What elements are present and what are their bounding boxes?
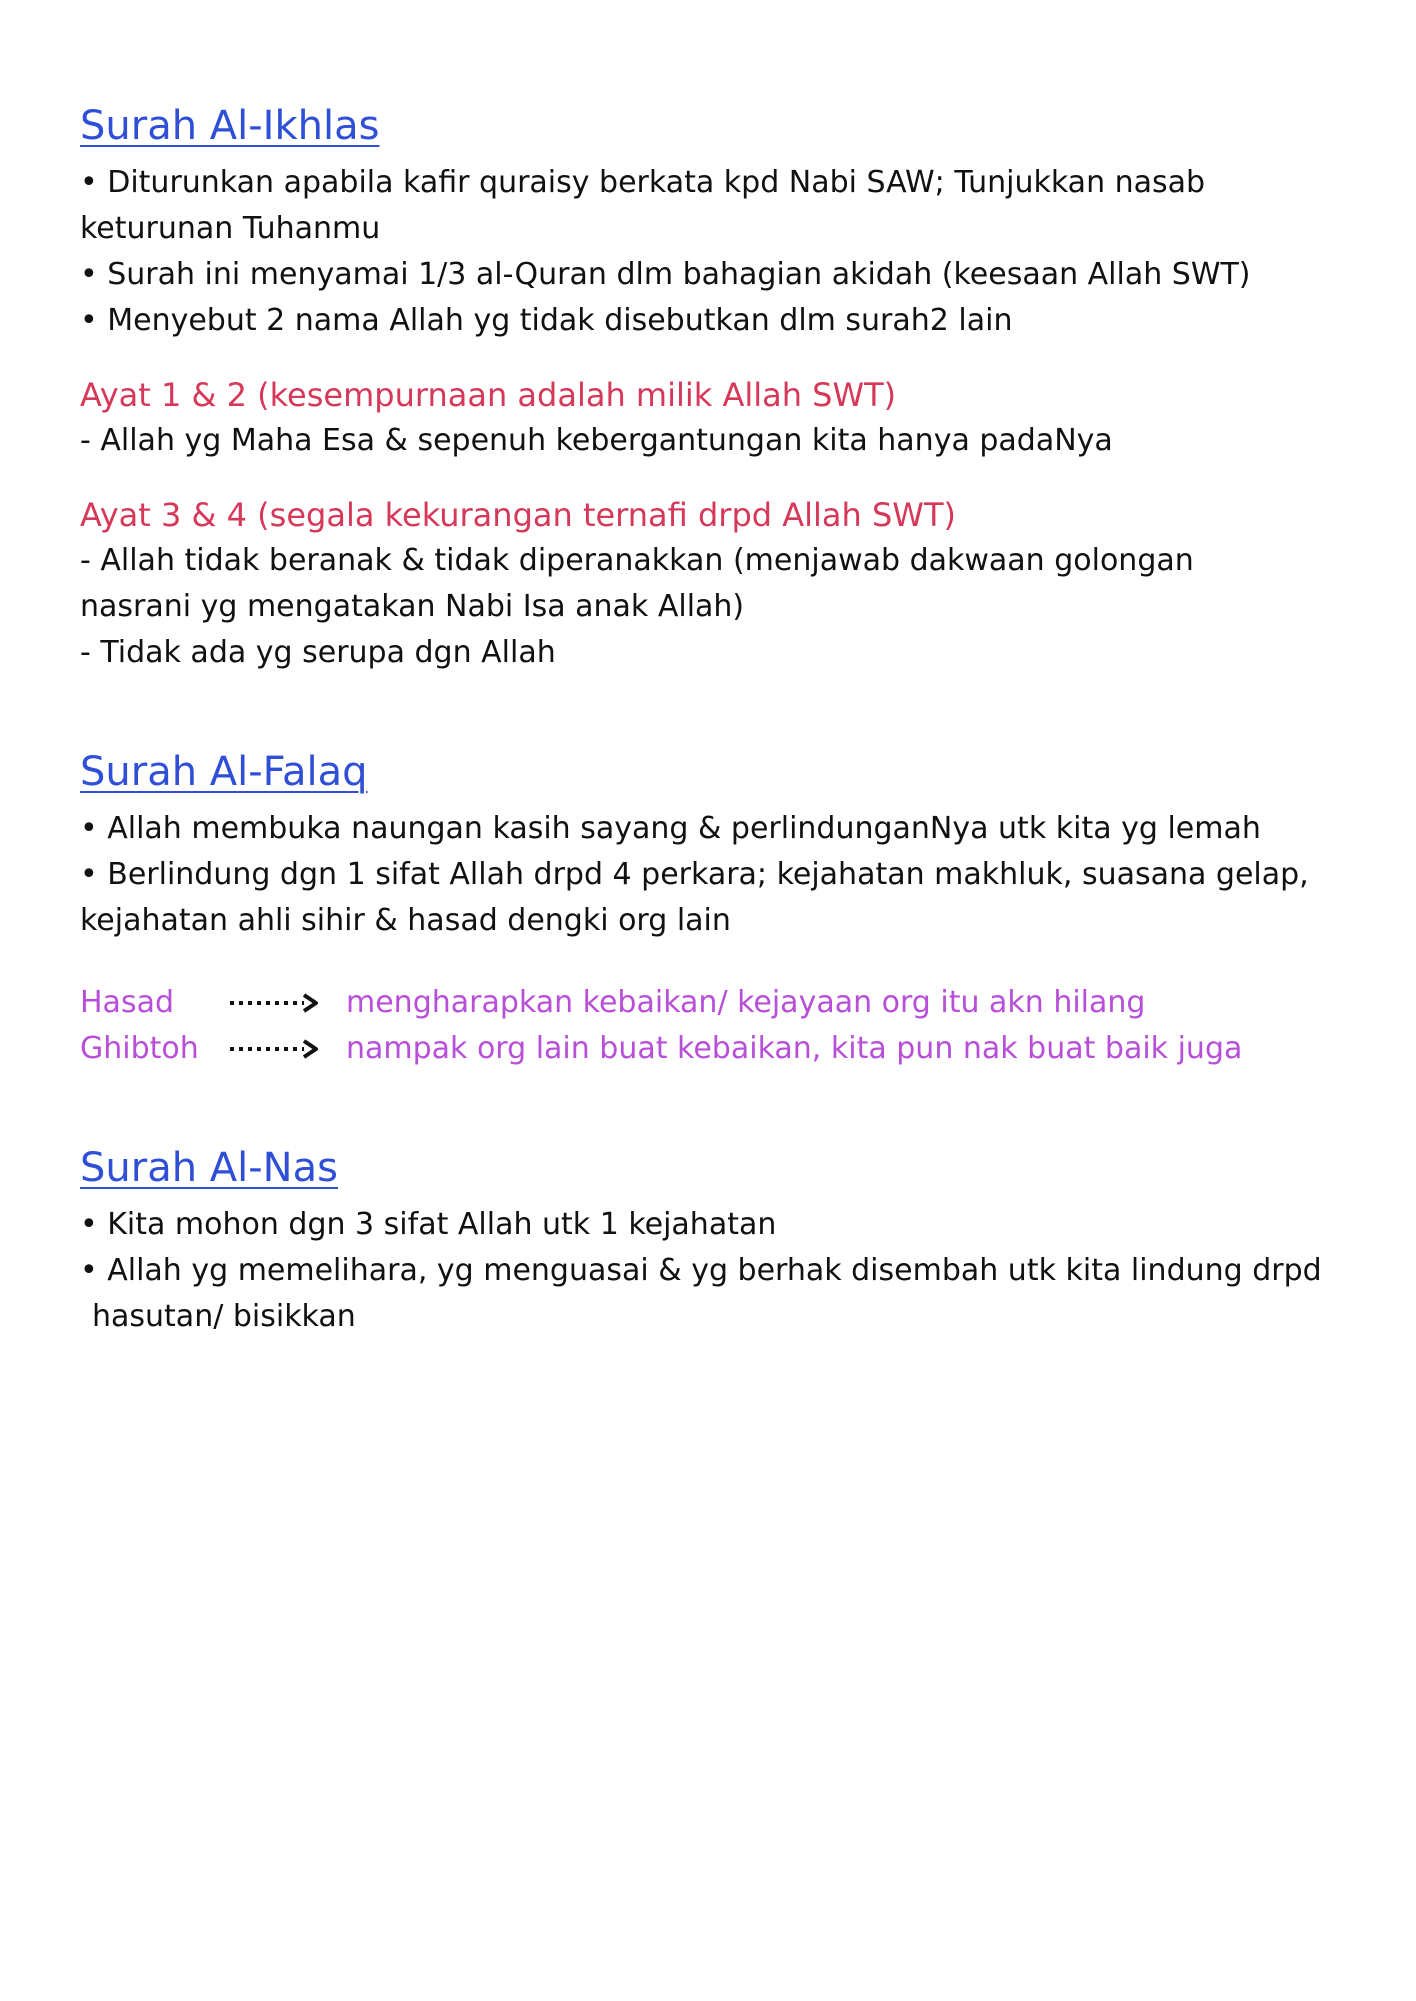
- ikhlas-bullet-2: • Surah ini menyamai 1/3 al-Quran dlm bahagian akidah (keesaan Allah SWT): [80, 257, 1251, 292]
- dotted-arrow-icon: [228, 993, 346, 1013]
- falaq-bullet-1: • Allah membuka naungan kasih sayang & perlindunganNya utk kita yg lemah: [80, 811, 1261, 846]
- dotted-arrow-icon: [228, 1039, 346, 1059]
- definition-hasad: [80, 980, 1326, 1026]
- definition-ghibtoh: [80, 1026, 1326, 1072]
- ayat-3-4-point-1: - Allah tidak beranak & tidak diperanakkan (menjawab dakwaan golongan nasrani yg mengatakan Nabi Isa anak Allah): [80, 543, 1194, 624]
- ayat-1-2-title: Ayat 1 & 2 (kesempurnaan adalah milik Allah SWT): [80, 376, 897, 414]
- section-title-falaq: Surah Al-Falaq: [80, 749, 368, 795]
- section-title-ikhlas: Surah Al-Ikhlas: [80, 103, 380, 149]
- definition-term: Ghibtoh: [80, 1031, 199, 1066]
- falaq-bullet-2: • Berlindung dgn 1 sifat Allah drpd 4 perkara; kejahatan makhluk, suasana gelap, kejahatan ahli sihir & hasad dengki org lain: [80, 857, 1309, 938]
- definition-meaning: mengharapkan kebaikan/ kejayaan org itu akn hilang: [346, 985, 1146, 1020]
- definition-meaning: nampak org lain buat kebaikan, kita pun nak buat baik juga: [346, 1031, 1243, 1066]
- nas-bullet-1: • Kita mohon dgn 3 sifat Allah utk 1 kejahatan: [80, 1207, 777, 1242]
- nas-bullet-2-continuation: hasutan/ bisikkan: [92, 1299, 356, 1334]
- nas-bullet-2: • Allah yg memelihara, yg menguasai & yg berhak disembah utk kita lindung drpd: [80, 1253, 1322, 1288]
- ayat-3-4-point-2: - Tidak ada yg serupa dgn Allah: [80, 635, 556, 670]
- ayat-1-2-point-1: - Allah yg Maha Esa & sepenuh kebergantungan kita hanya padaNya: [80, 423, 1113, 458]
- definition-term: Hasad: [80, 985, 174, 1020]
- ayat-3-4-title: Ayat 3 & 4 (segala kekurangan ternafi drpd Allah SWT): [80, 496, 956, 534]
- ikhlas-bullet-1: • Diturunkan apabila kafir quraisy berkata kpd Nabi SAW; Tunjukkan nasab keturunan Tuhanmu: [80, 165, 1206, 246]
- section-title-nas: Surah Al-Nas: [80, 1145, 338, 1191]
- ikhlas-bullet-3: • Menyebut 2 nama Allah yg tidak disebutkan dlm surah2 lain: [80, 303, 1013, 338]
